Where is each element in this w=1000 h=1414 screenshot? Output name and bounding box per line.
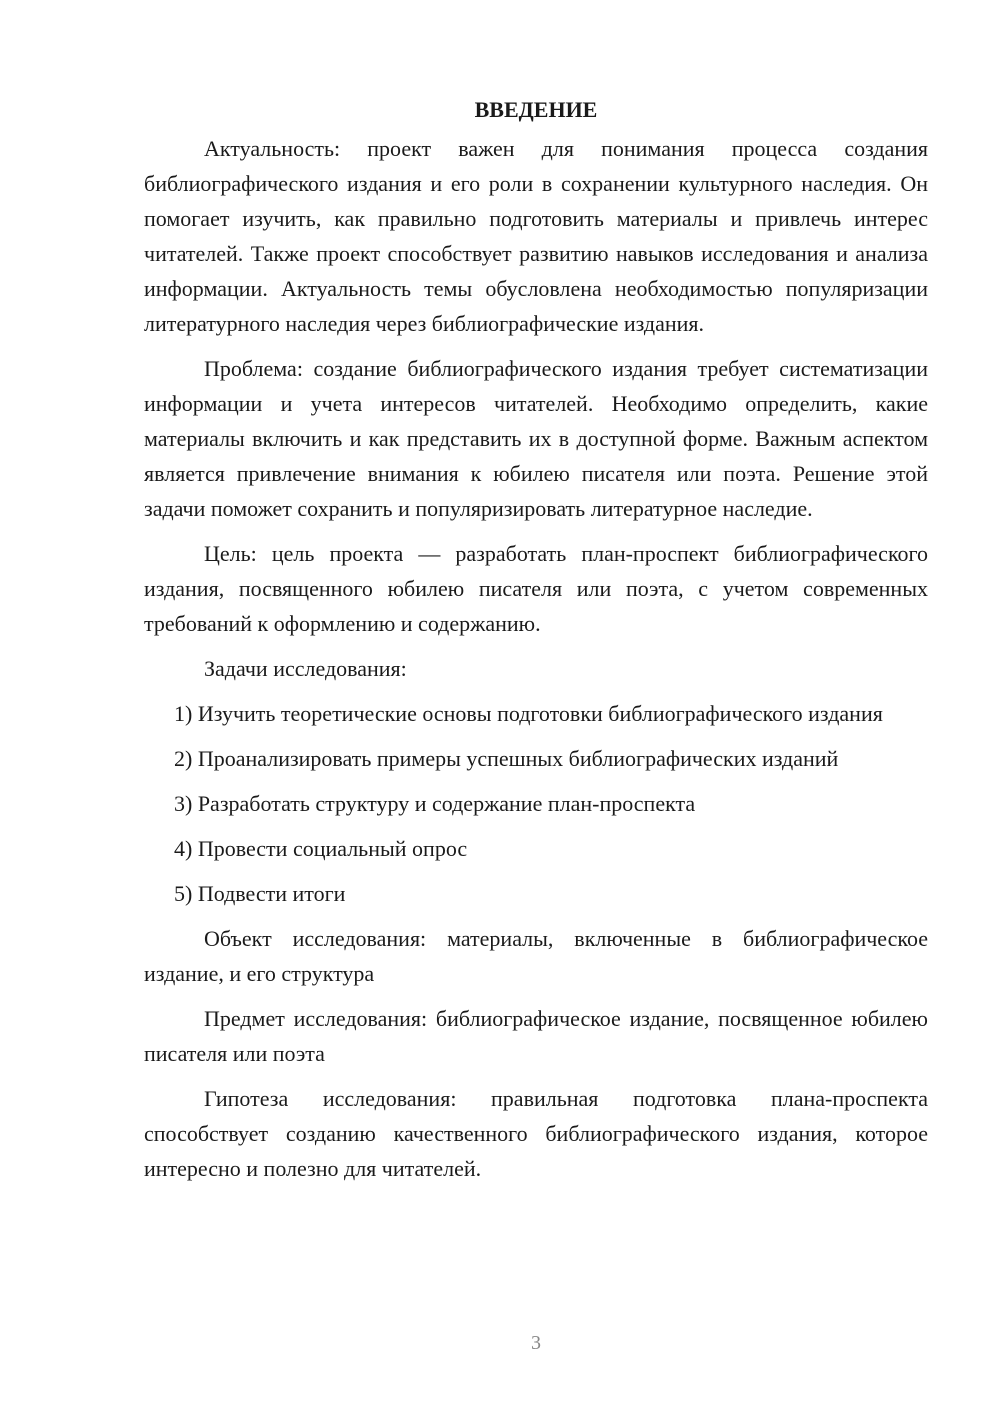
task-item-1: 1) Изучить теоретические основы подготовки библиографического издания (174, 701, 883, 726)
relevance-paragraph: Актуальность: проект важен для понимания процесса создания библиографического издания и его роли в сохранении культурного наследия. Он помогает изучить, как правильно подготовить материалы и привлечь интерес читателей. Также проект способствует развитию навыков исследования и анализа информации. Актуальность темы обусловлена необходимостью популяризации литературного наследия через библиографические издания. (144, 136, 928, 336)
document-page (144, 92, 928, 1196)
hypothesis-paragraph: Гипотеза исследования: правильная подготовка плана-проспекта способствует созданию качественного библиографического издания, которое интересно и полезно для читателей. (144, 1086, 928, 1181)
task-item-3: 3) Разработать структуру и содержание план-проспекта (174, 791, 696, 816)
subject-paragraph: Предмет исследования: библиографическое издание, посвященное юбилею писателя или поэта (144, 1006, 928, 1066)
object-paragraph: Объект исследования: материалы, включенные в библиографическое издание, и его структура (144, 926, 928, 986)
task-item-4: 4) Провести социальный опрос (174, 836, 468, 861)
page-title: ВВЕДЕНИЕ (474, 97, 598, 122)
goal-paragraph: Цель: цель проекта — разработать план-проспект библиографического издания, посвященного юбилею писателя или поэта, с учетом современных требований к оформлению и содержанию. (144, 541, 928, 636)
tasks-heading: Задачи исследования: (204, 656, 407, 681)
task-item-2: 2) Проанализировать примеры успешных библиографических изданий (174, 746, 839, 771)
problem-paragraph: Проблема: создание библиографического издания требует систематизации информации и учета интересов читателей. Необходимо определить, какие материалы включить и как представить их в доступной форме. Важным аспектом является привлечение внимания к юбилею писателя или поэта. Решение этой задачи поможет сохранить и популяризировать литературное наследие. (144, 356, 928, 521)
page-number: 3 (531, 1332, 541, 1354)
task-item-5: 5) Подвести итоги (174, 881, 346, 906)
